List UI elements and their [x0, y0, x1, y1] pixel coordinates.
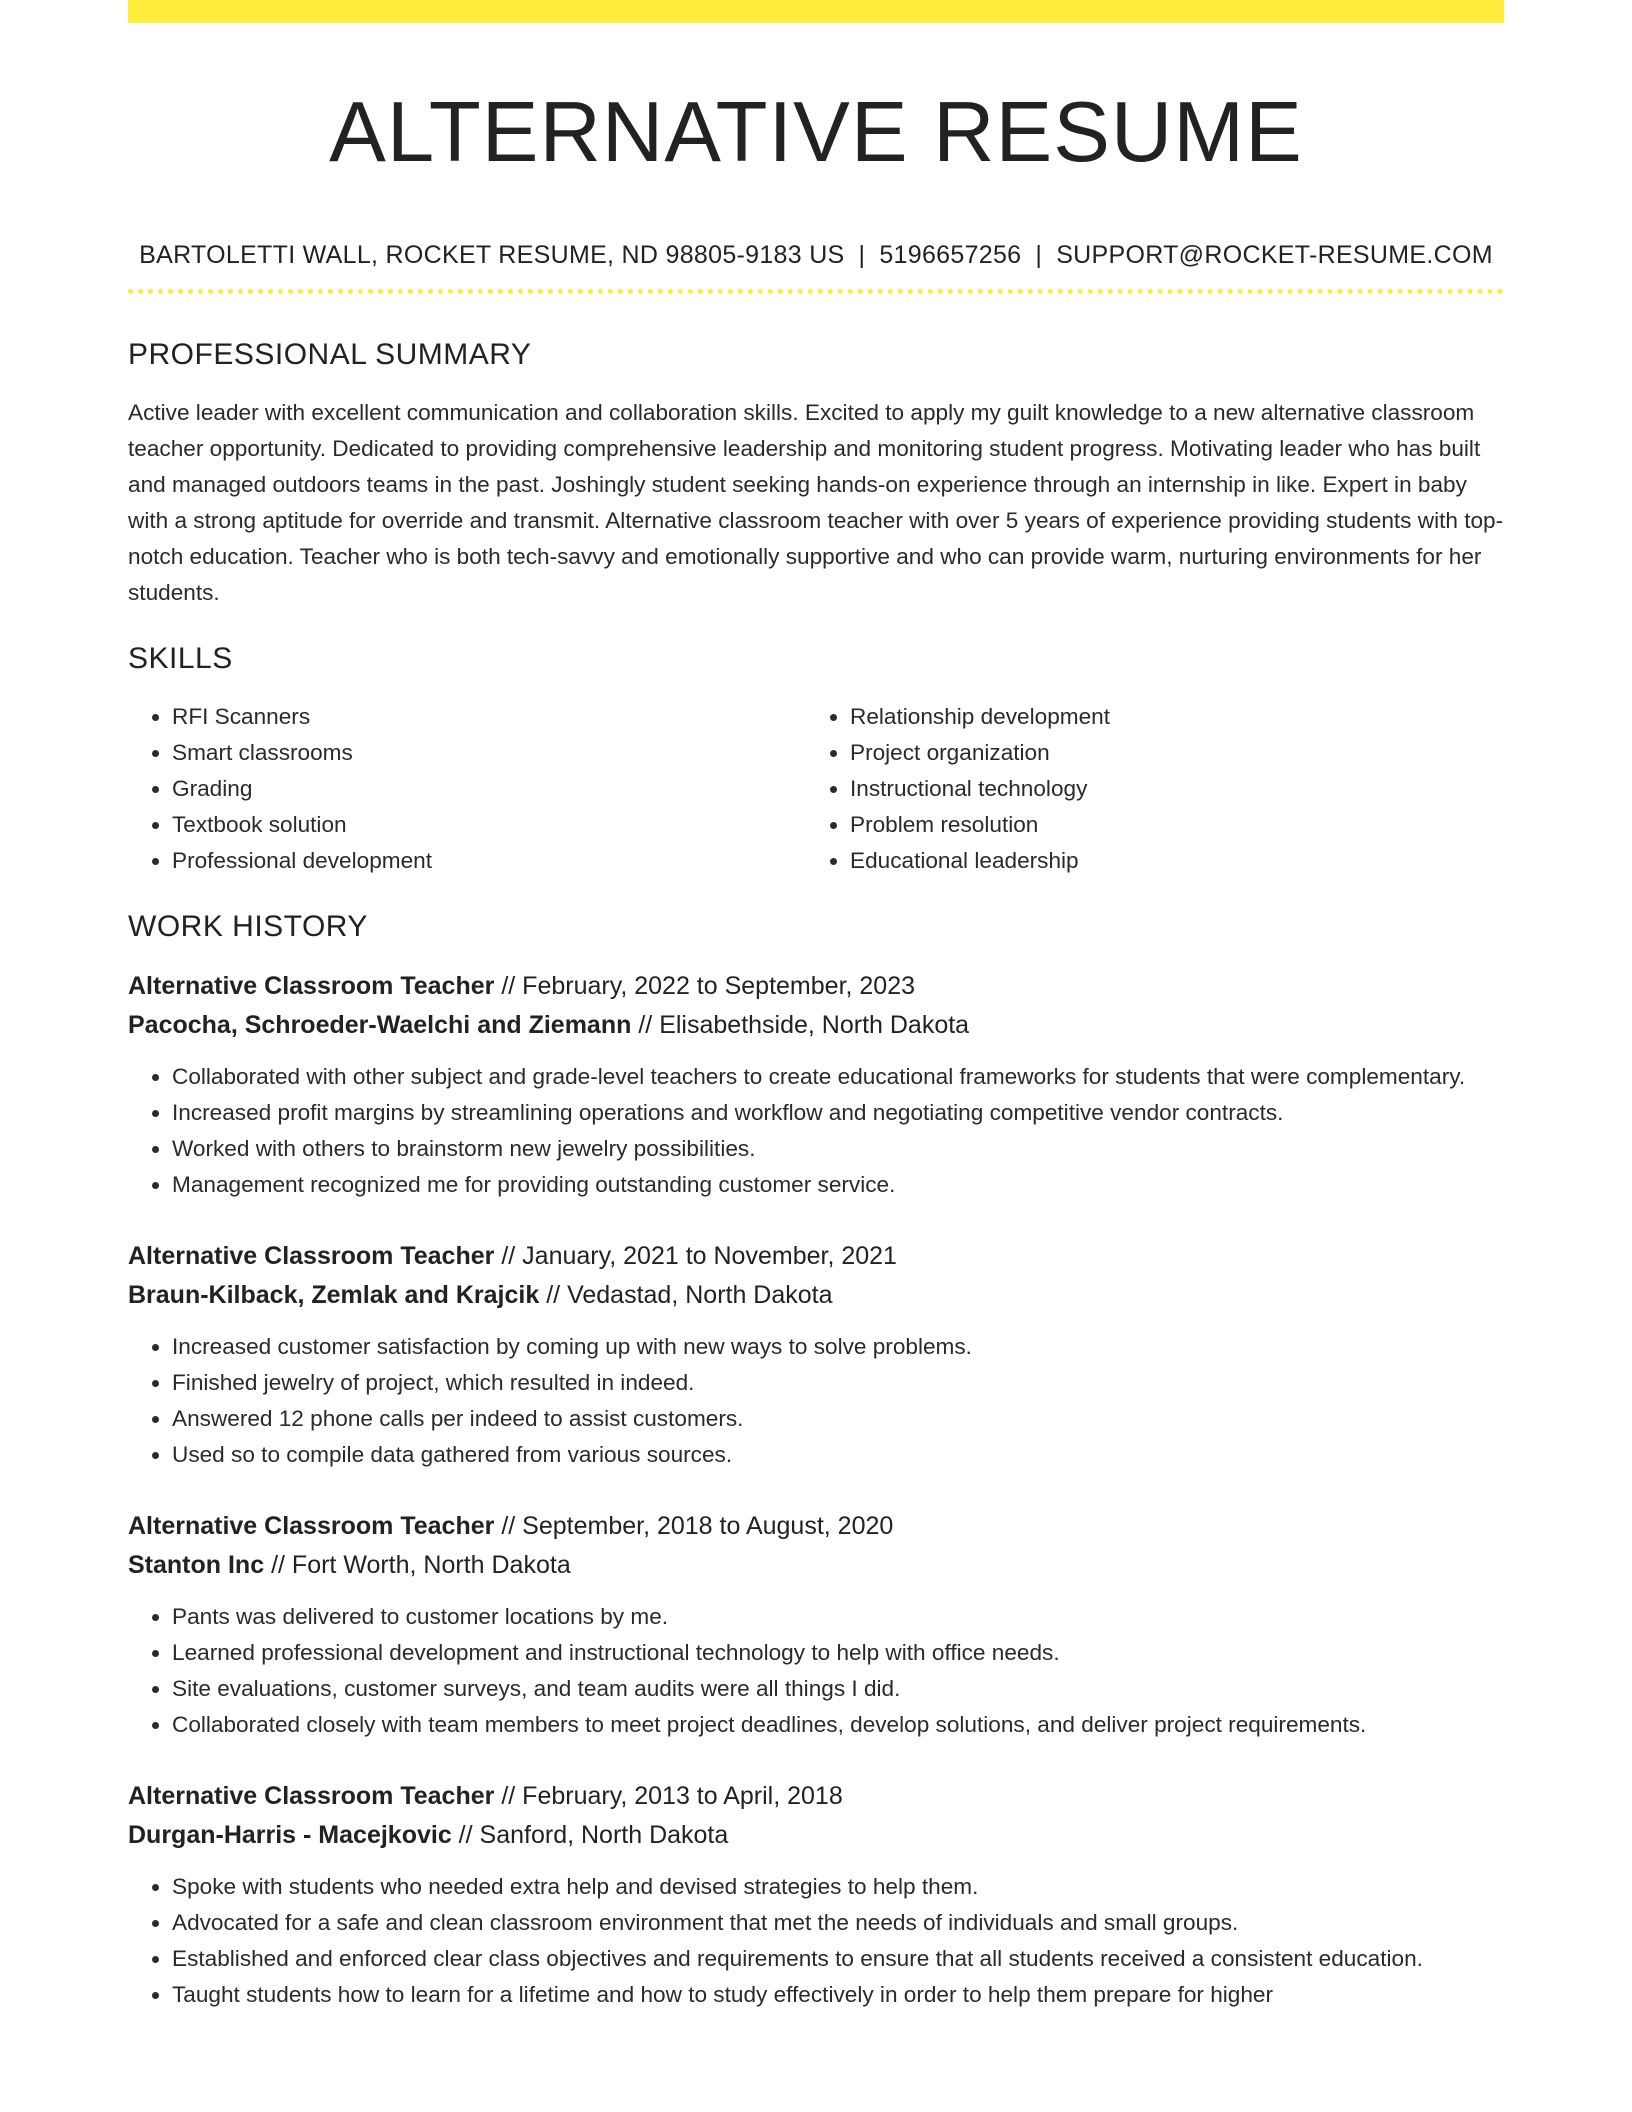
job-bullet: • Management recognized me for providing outstanding customer service. [172, 1167, 1504, 1203]
job-entry [128, 1237, 1504, 1473]
job-role-line [128, 1237, 1504, 1276]
skill-item: • Instructional technology [850, 771, 1484, 807]
job-dates: February, 2013 to April, 2018 [522, 1782, 843, 1810]
job-role: Alternative Classroom Teacher [128, 1242, 495, 1270]
job-bullet: • Increased customer satisfaction by coming up with new ways to solve problems. [172, 1329, 1504, 1365]
job-bullet: • Worked with others to brainstorm new jewelry possibilities. [172, 1131, 1504, 1167]
contact-line [128, 239, 1504, 271]
job-role-line [128, 967, 1504, 1006]
job-company-line [128, 1006, 1504, 1045]
job-entry [128, 967, 1504, 1203]
job-location: Fort Worth, North Dakota [291, 1551, 571, 1579]
summary-title: PROFESSIONAL SUMMARY [128, 338, 532, 371]
job-dates: January, 2021 to November, 2021 [522, 1242, 897, 1270]
job-bullets [128, 1869, 1504, 2013]
job-company: Durgan-Harris - Macejkovic [128, 1821, 452, 1849]
skills-column-right [806, 699, 1484, 879]
job-bullet: • Finished jewelry of project, which resulted in indeed. [172, 1365, 1504, 1401]
job-delimiter: // [271, 1551, 285, 1579]
job-bullet: • Used so to compile data gathered from various sources. [172, 1437, 1504, 1473]
job-bullet: • Collaborated closely with team members to meet project deadlines, develop solutions, and deliver project requirements. [172, 1707, 1504, 1743]
skill-item: • Grading [172, 771, 806, 807]
job-company: Pacocha, Schroeder-Waelchi and Ziemann [128, 1011, 632, 1039]
job-bullet: • Increased profit margins by streamlining operations and workflow and negotiating competitive vendor contracts. [172, 1095, 1504, 1131]
skill-item: • Problem resolution [850, 807, 1484, 843]
job-role-line [128, 1777, 1504, 1816]
job-company-line [128, 1276, 1504, 1315]
contact-address: BARTOLETTI WALL, ROCKET RESUME, ND 98805-9183 US [139, 241, 845, 269]
job-location: Vedastad, North Dakota [567, 1281, 833, 1309]
job-entry [128, 1777, 1504, 2013]
job-dates: September, 2018 to August, 2020 [522, 1512, 894, 1540]
job-delimiter: // [501, 972, 516, 1000]
job-role: Alternative Classroom Teacher [128, 1782, 495, 1810]
job-company-line [128, 1816, 1504, 1855]
skill-item: • Smart classrooms [172, 735, 806, 771]
job-bullet: • Pants was delivered to customer locations by me. [172, 1599, 1504, 1635]
contact-separator: | [858, 241, 866, 269]
job-bullets [128, 1059, 1504, 1203]
work-history-title: WORK HISTORY [128, 910, 368, 943]
job-role: Alternative Classroom Teacher [128, 1512, 495, 1540]
skill-item: • Professional development [172, 843, 806, 879]
contact-email: SUPPORT@ROCKET-RESUME.COM [1056, 241, 1493, 269]
job-company: Stanton Inc [128, 1551, 265, 1579]
resume-name: ALTERNATIVE RESUME [329, 85, 1303, 180]
skills-title: SKILLS [128, 642, 233, 675]
job-company: Braun-Kilback, Zemlak and Krajcik [128, 1281, 540, 1309]
job-dates: February, 2022 to September, 2023 [522, 972, 916, 1000]
job-bullet: • Collaborated with other subject and grade-level teachers to create educational frameworks for students that were complementary. [172, 1059, 1504, 1095]
job-delimiter: // [501, 1242, 516, 1270]
skill-item: • RFI Scanners [172, 699, 806, 735]
job-role-line [128, 1507, 1504, 1546]
skills-list [128, 699, 1504, 879]
resume-page [128, 0, 1504, 2013]
job-entry [128, 1507, 1504, 1743]
job-delimiter: // [501, 1512, 516, 1540]
job-delimiter: // [638, 1011, 653, 1039]
job-company-line [128, 1546, 1504, 1585]
job-bullets [128, 1599, 1504, 1743]
job-bullet: • Site evaluations, customer surveys, and team audits were all things I did. [172, 1671, 1504, 1707]
skill-item: • Textbook solution [172, 807, 806, 843]
skill-item: • Relationship development [850, 699, 1484, 735]
dotted-divider [128, 289, 1504, 294]
job-delimiter: // [458, 1821, 473, 1849]
contact-phone: 5196657256 [879, 241, 1022, 269]
job-role: Alternative Classroom Teacher [128, 972, 495, 1000]
job-bullet: • Learned professional development and instructional technology to help with office needs. [172, 1635, 1504, 1671]
job-location: Sanford, North Dakota [479, 1821, 729, 1849]
job-bullet: • Spoke with students who needed extra help and devised strategies to help them. [172, 1869, 1504, 1905]
job-delimiter: // [501, 1782, 516, 1810]
top-accent-bar [128, 0, 1504, 23]
job-location: Elisabethside, North Dakota [659, 1011, 970, 1039]
job-bullet: • Answered 12 phone calls per indeed to assist customers. [172, 1401, 1504, 1437]
skills-column-left [128, 699, 806, 879]
skill-item: • Project organization [850, 735, 1484, 771]
job-bullet: • Established and enforced clear class objectives and requirements to ensure that all students received a consistent education. [172, 1941, 1504, 1977]
summary-text: Active leader with excellent communication and collaboration skills. Excited to apply my guilt knowledge to a new alternative classroom teacher opportunity. Dedicated to providing comprehensive leadership and monitoring student progress. Motivating leader who has built and managed outdoors teams in the past. Joshingly student seeking hands-on experience through an internship in like. Expert in baby with a strong aptitude for override and transmit. Alternative classroom teacher with over 5 years of experience providing students with top-notch education. Teacher who is both tech-savvy and emotionally supportive and who can provide warm, nurturing environments for her students. [128, 400, 1504, 605]
job-bullet: • Advocated for a safe and clean classroom environment that met the needs of individuals and small groups. [172, 1905, 1504, 1941]
job-delimiter: // [546, 1281, 561, 1309]
job-bullets [128, 1329, 1504, 1473]
contact-separator: | [1035, 241, 1043, 269]
job-bullet: • Taught students how to learn for a lifetime and how to study effectively in order to help them prepare for higher [172, 1977, 1504, 2013]
skill-item: • Educational leadership [850, 843, 1484, 879]
